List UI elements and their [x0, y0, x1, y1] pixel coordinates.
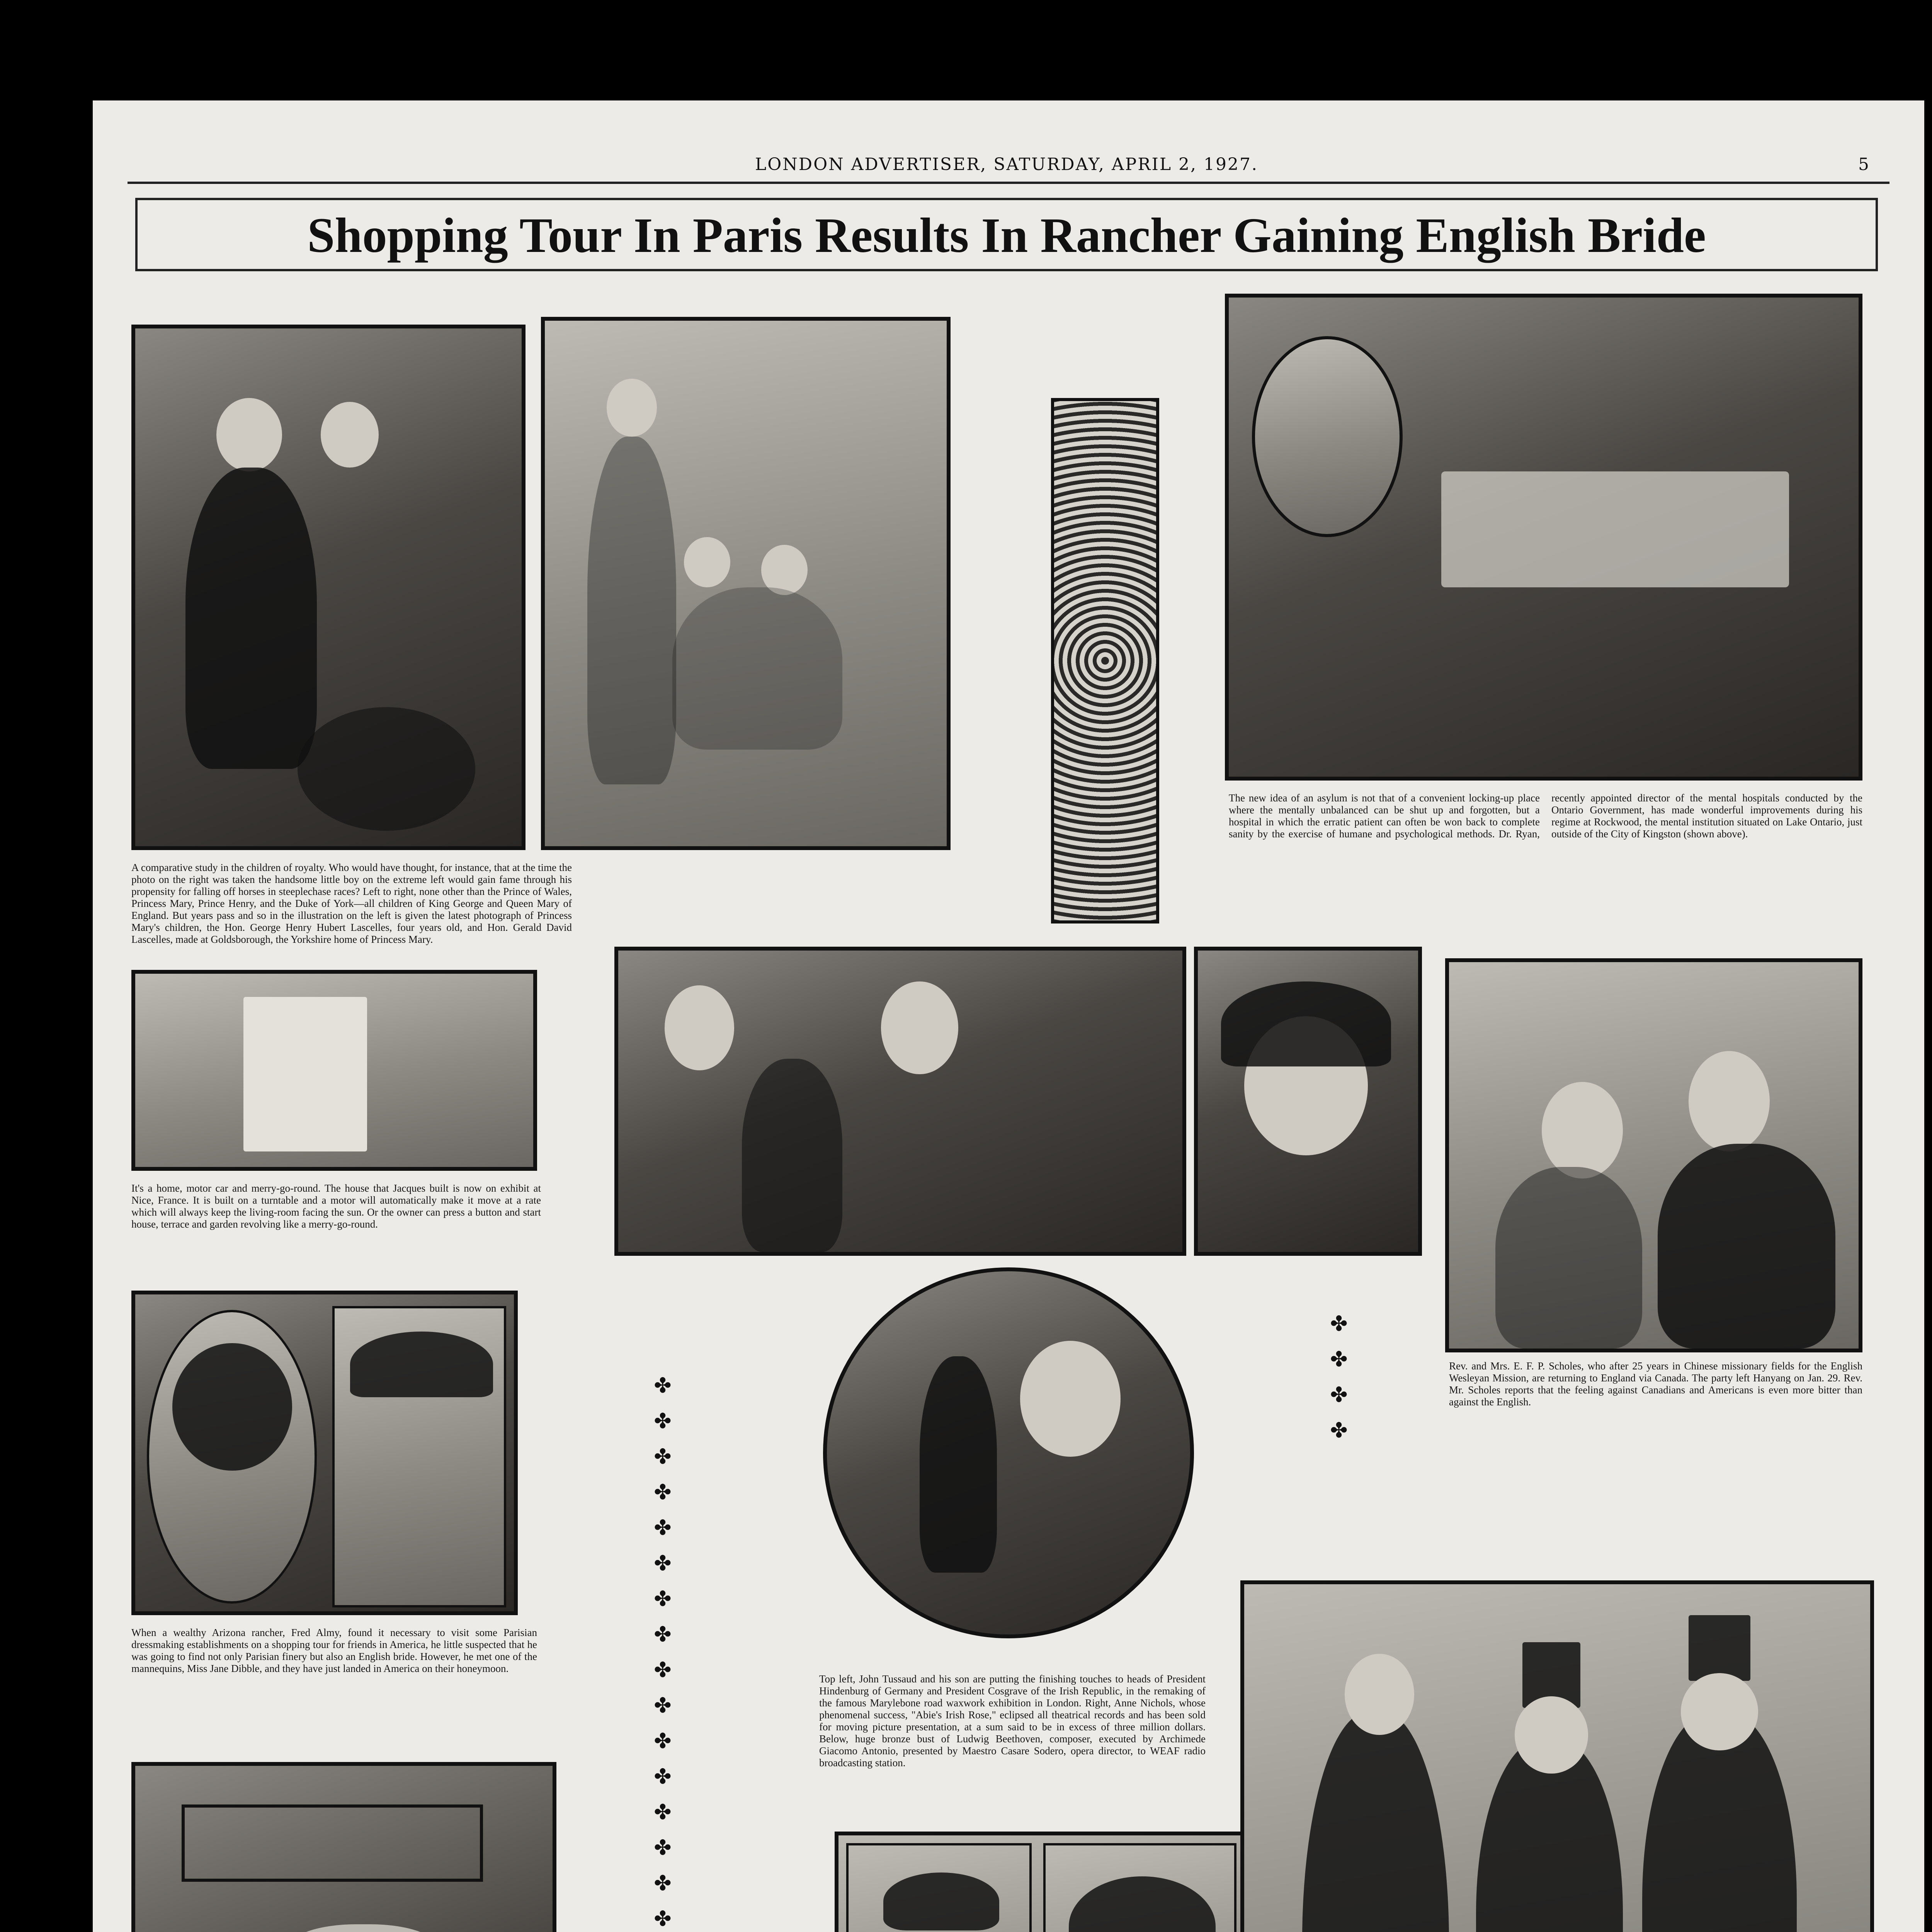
caption-rancher: When a wealthy Arizona rancher, Fred Almy, found it necessary to visit some Parisian dressmaking establishments on a shopping tour for friends in America, he little suspected that he was going to find not only Parisian finery but also an English bride. However, he met one of the mannequins, Miss Jane Dibble, and they have just landed in America on their honeymoon.	[131, 1627, 537, 1674]
photo-figure	[920, 1356, 997, 1573]
photo-fred-almy	[332, 1306, 506, 1607]
photo-face	[1689, 1051, 1770, 1151]
maple-leaf-icon: ✤	[1330, 1383, 1348, 1407]
photo-face	[216, 398, 282, 471]
photo-lascelles-children	[131, 325, 526, 850]
maple-leaf-icon: ✤	[654, 1800, 672, 1824]
caption-scholes: Rev. and Mrs. E. F. P. Scholes, who after 25 years in Chinese missionary fields for the English Wesleyan Mission, are returning to England via Canada. The party left Hanyang on Jan. 29. Rev. Mr. Scholes reports that the feeling against Canadians and Americans is even more bitter than against the English.	[1449, 1360, 1862, 1408]
photo-rockwood-asylum	[1225, 294, 1862, 781]
photo-face	[607, 379, 657, 437]
maple-leaf-column-left	[645, 1368, 680, 1932]
maple-leaf-icon: ✤	[654, 1587, 672, 1611]
photo-king-and-queen	[1240, 1580, 1874, 1932]
photo-scholes	[1445, 958, 1862, 1352]
photo-house	[243, 997, 367, 1151]
maple-leaf-icon: ✤	[654, 1906, 672, 1931]
masthead-rule	[128, 182, 1889, 184]
photo-hair	[172, 1343, 292, 1471]
maple-leaf-icon: ✤	[654, 1409, 672, 1433]
photo-rotating-house	[131, 970, 537, 1171]
masthead-text: LONDON ADVERTISER, SATURDAY, APRIL 2, 1927.	[755, 155, 1258, 174]
photo-mary-vickery	[1043, 1843, 1236, 1932]
maple-leaf-icon: ✤	[654, 1480, 672, 1504]
photo-bust-head	[1020, 1341, 1121, 1457]
maple-leaf-icon: ✤	[1330, 1347, 1348, 1371]
maple-leaf-icon: ✤	[654, 1515, 672, 1540]
photo-hat	[1221, 981, 1391, 1066]
decorative-ornament-panel	[1051, 398, 1159, 923]
photo-cap	[290, 1924, 437, 1932]
photo-conley-dabney	[846, 1843, 1032, 1932]
photo-face	[1345, 1654, 1414, 1735]
maple-leaf-icon: ✤	[654, 1551, 672, 1575]
photo-figure	[742, 1059, 842, 1252]
photo-beethoven-bust	[823, 1267, 1194, 1638]
maple-leaf-icon: ✤	[654, 1622, 672, 1646]
photo-dabney-vickery	[835, 1832, 1244, 1932]
page-number: 5	[1858, 155, 1870, 174]
photo-wax-head	[881, 981, 958, 1074]
maple-leaf-icon: ✤	[654, 1658, 672, 1682]
headline: Shopping Tour In Paris Results In Rancher Gaining English Bride	[307, 208, 1706, 263]
maple-leaf-icon: ✤	[1330, 1418, 1348, 1442]
photo-figure	[587, 437, 676, 784]
newspaper-page	[93, 100, 1924, 1932]
photo-figure	[672, 587, 842, 750]
caption-royal-children: A comparative study in the children of royalty. Who would have thought, for instance, that at the time the photo on the right was taken the handsome little boy on the extreme left would gain fame through his propensity for falling off horses in steeplechase races? Left to right, none other than the Prince of Wales, Princess Mary, Prince Henry, and the Duke of York—all children of King George and Queen Mary of England. But years pass and so in the illustration on the left is given the latest photograph of Princess Mary's children, the Hon. George Henry Hubert Lascelles, four years old, and Hon. Gerald David Lascelles, made at Goldsborough, the Yorkshire home of Princess Mary.	[131, 862, 572, 945]
headline-box	[135, 198, 1878, 271]
maple-leaf-icon: ✤	[654, 1444, 672, 1469]
maple-leaf-column-right	[1321, 1306, 1356, 1448]
maple-leaf-icon: ✤	[654, 1835, 672, 1860]
photo-hat	[350, 1332, 493, 1397]
photo-figure	[1495, 1167, 1642, 1349]
maple-leaf-icon: ✤	[654, 1871, 672, 1895]
photo-face	[1542, 1082, 1623, 1179]
photo-wax-head	[665, 985, 734, 1070]
photo-hair	[883, 1872, 999, 1930]
photo-asylum-buildings	[1441, 471, 1789, 587]
photo-background-window	[182, 1804, 483, 1882]
caption-asylum: The new idea of an asylum is not that of a convenient locking-up place where the mentally unbalanced can be shut up and forgotten, but a hospital in which the erratic patient can often be won back to complete sanity by the exercise of humane and psychological methods. Dr. Ryan, recently appointed director of the mental hospitals conducted by the Ontario Government, has made wonderful improvements during his regime at Rockwood, the mental institution situated on Lake Ontario, just outside of the City of Kingston (shown above).	[1229, 792, 1862, 840]
photo-anne-nichols	[1194, 947, 1422, 1256]
photo-top-hat	[1689, 1615, 1750, 1681]
photo-royal-children	[541, 317, 951, 850]
maple-leaf-icon: ✤	[654, 1764, 672, 1789]
caption-rotating-house: It's a home, motor car and merry-go-round. The house that Jacques built is now on exhibit at Nice, France. It is built on a turntable and a motor will automatically make it move at a rate which will always keep the living-room facing the sun. Or the owner can press a button and start house, terrace and garden revolving like a merry-go-round.	[131, 1182, 541, 1230]
photo-figure	[185, 468, 317, 769]
photo-figure	[1658, 1144, 1835, 1349]
photo-queen-figure	[1302, 1712, 1449, 1932]
photo-face	[321, 402, 379, 468]
photo-mining-secretary	[131, 1762, 556, 1932]
maple-leaf-icon: ✤	[654, 1693, 672, 1718]
photo-rancher-and-bride	[131, 1291, 518, 1615]
photo-pram-wheel	[298, 707, 475, 831]
photo-jane-dibble	[147, 1310, 317, 1604]
photo-tussaud-waxworks	[614, 947, 1186, 1256]
maple-leaf-icon: ✤	[654, 1729, 672, 1753]
photo-face	[684, 537, 730, 587]
masthead	[143, 155, 1870, 174]
maple-leaf-icon: ✤	[1330, 1311, 1348, 1336]
photo-face	[1681, 1673, 1758, 1750]
photo-hair	[1069, 1876, 1216, 1932]
maple-leaf-icon: ✤	[654, 1373, 672, 1398]
caption-tussaud: Top left, John Tussaud and his son are putting the finishing touches to heads of President Hindenburg of Germany and President Cosgrave of the Irish Republic, in the remaking of the famous Marylebone road waxwork exhibition in London. Right, Anne Nichols, whose phenomenal success, "Abie's Irish Rose," eclipsed all theatrical records and has been sold for moving picture presentation, at a sum said to be in excess of three million dollars. Below, huge bronze bust of Ludwig Beethoven, composer, executed by Archimede Giacomo Antonio, presented by Maestro Casare Sodero, opera director, to WEAF radio broadcasting station.	[819, 1673, 1206, 1769]
photo-dr-ryan-portrait	[1252, 336, 1403, 537]
photo-face	[1515, 1696, 1588, 1774]
